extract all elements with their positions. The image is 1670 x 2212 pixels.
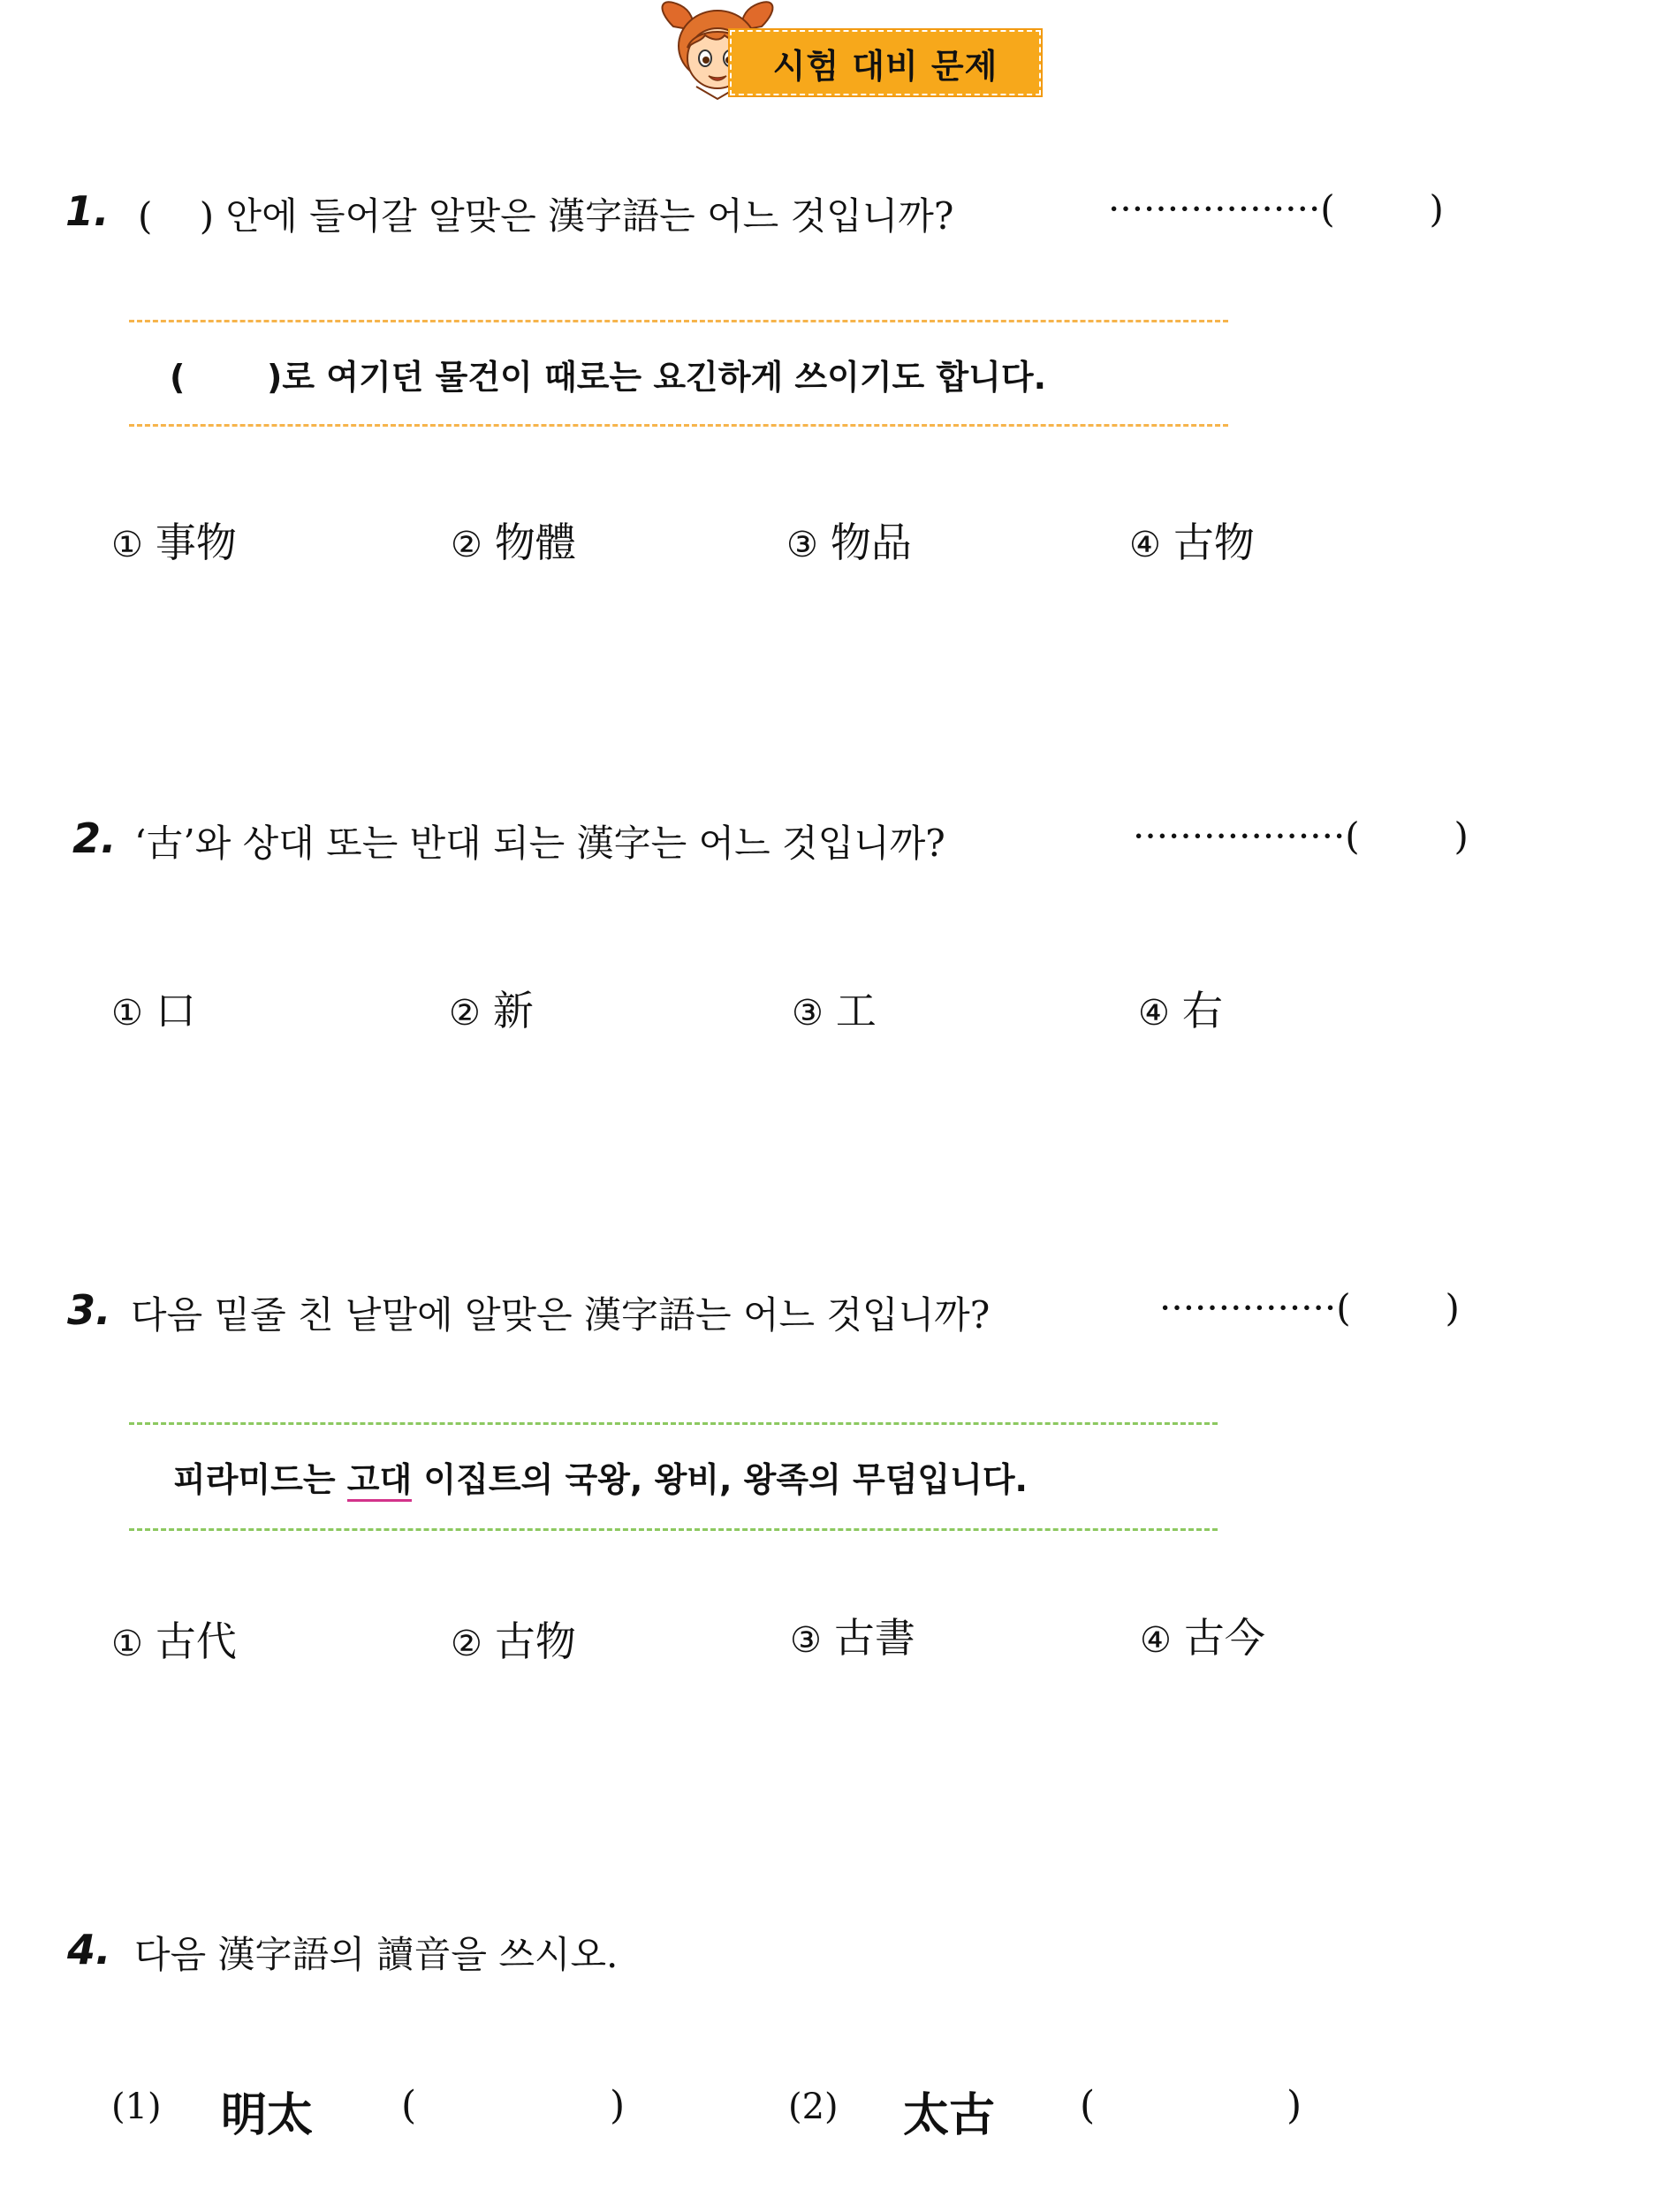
choice-text: 新	[492, 987, 534, 1034]
item-word: 明太	[221, 2088, 314, 2142]
example-sentence	[173, 1452, 1028, 1501]
choice-mark: ③	[786, 525, 818, 565]
choice-text: 物品	[830, 519, 912, 566]
answer-blank[interactable]: ··················( )	[1108, 187, 1444, 231]
choice-text: 古物	[494, 1617, 576, 1665]
choice-text: 古代	[155, 1617, 237, 1665]
choice-text: 事物	[155, 519, 237, 566]
box-bottom-divider	[129, 424, 1228, 427]
choice-4[interactable]	[1138, 979, 1223, 1037]
choice-1[interactable]	[111, 979, 196, 1037]
choice-mark: ①	[111, 1624, 143, 1664]
choice-3[interactable]	[786, 511, 912, 569]
choice-mark: ①	[111, 993, 143, 1034]
choice-1[interactable]	[111, 1610, 237, 1668]
question-text: 다음 漢字語의 讀音을 쓰시오.	[134, 1933, 619, 1976]
item-word: 太古	[903, 2088, 996, 2142]
question-number: 2.	[72, 814, 117, 862]
choice-mark: ④	[1129, 525, 1161, 565]
choice-text: 古書	[833, 1614, 915, 1662]
question-number: 1.	[65, 187, 110, 235]
question-number: 3.	[67, 1286, 111, 1334]
choice-2[interactable]	[449, 979, 534, 1037]
choice-mark: ③	[792, 993, 824, 1034]
choice-text: 口	[155, 987, 196, 1034]
blank-open[interactable]: (	[1080, 2083, 1096, 2128]
choice-mark: ④	[1138, 993, 1170, 1034]
answer-blank[interactable]: ···············( )	[1159, 1286, 1460, 1329]
box-top-divider	[129, 320, 1228, 322]
sentence-blank: ( )	[170, 358, 283, 397]
blank-open[interactable]: (	[401, 2083, 417, 2128]
question-text: ‘古’와 상대 또는 반대 되는 漢字는 어느 것입니까?	[134, 822, 945, 865]
sentence-before: 피라미드는	[173, 1460, 347, 1499]
answer-blank[interactable]: ··················( )	[1133, 814, 1469, 858]
choice-mark: ②	[451, 525, 482, 565]
choice-3[interactable]	[792, 979, 877, 1037]
choice-2[interactable]	[451, 511, 576, 569]
choice-2[interactable]	[451, 1610, 576, 1668]
section-title: 시험 대비 문제	[772, 46, 998, 86]
choice-4[interactable]	[1140, 1606, 1265, 1664]
item-label: (2)	[788, 2087, 839, 2127]
blank-close[interactable]: )	[610, 2083, 626, 2128]
section-title-badge	[730, 30, 1041, 95]
choice-1[interactable]	[111, 511, 237, 569]
sentence-after: 이집트의 국왕, 왕비, 왕족의 무덤입니다.	[412, 1460, 1028, 1499]
question-text: 다음 밑줄 친 낱말에 알맞은 漢字語는 어느 것입니까?	[131, 1293, 991, 1337]
choice-mark: ①	[111, 525, 143, 565]
question-number: 4.	[67, 1926, 111, 1973]
choice-4[interactable]	[1129, 511, 1255, 569]
choice-text: 古物	[1173, 519, 1255, 566]
example-sentence	[170, 350, 1046, 398]
box-bottom-divider	[129, 1528, 1218, 1531]
item-label: (1)	[111, 2087, 162, 2127]
blank-close[interactable]: )	[1287, 2083, 1302, 2128]
choice-text: 古今	[1183, 1614, 1265, 1662]
sentence-rest: 로 여기던 물건이 때로는 요긴하게 쓰이기도 합니다.	[282, 358, 1047, 397]
question-text: ( ) 안에 들어갈 알맞은 漢字語는 어느 것입니까?	[138, 194, 954, 238]
box-top-divider	[129, 1422, 1218, 1425]
choice-mark: ③	[790, 1620, 822, 1661]
underlined-word: 고대	[347, 1460, 412, 1502]
choice-3[interactable]	[790, 1606, 915, 1664]
choice-mark: ②	[451, 1624, 482, 1664]
choice-text: 工	[835, 987, 877, 1034]
choice-mark: ②	[449, 993, 481, 1034]
choice-text: 右	[1181, 987, 1223, 1034]
choice-mark: ④	[1140, 1620, 1172, 1661]
choice-text: 物體	[494, 519, 576, 566]
